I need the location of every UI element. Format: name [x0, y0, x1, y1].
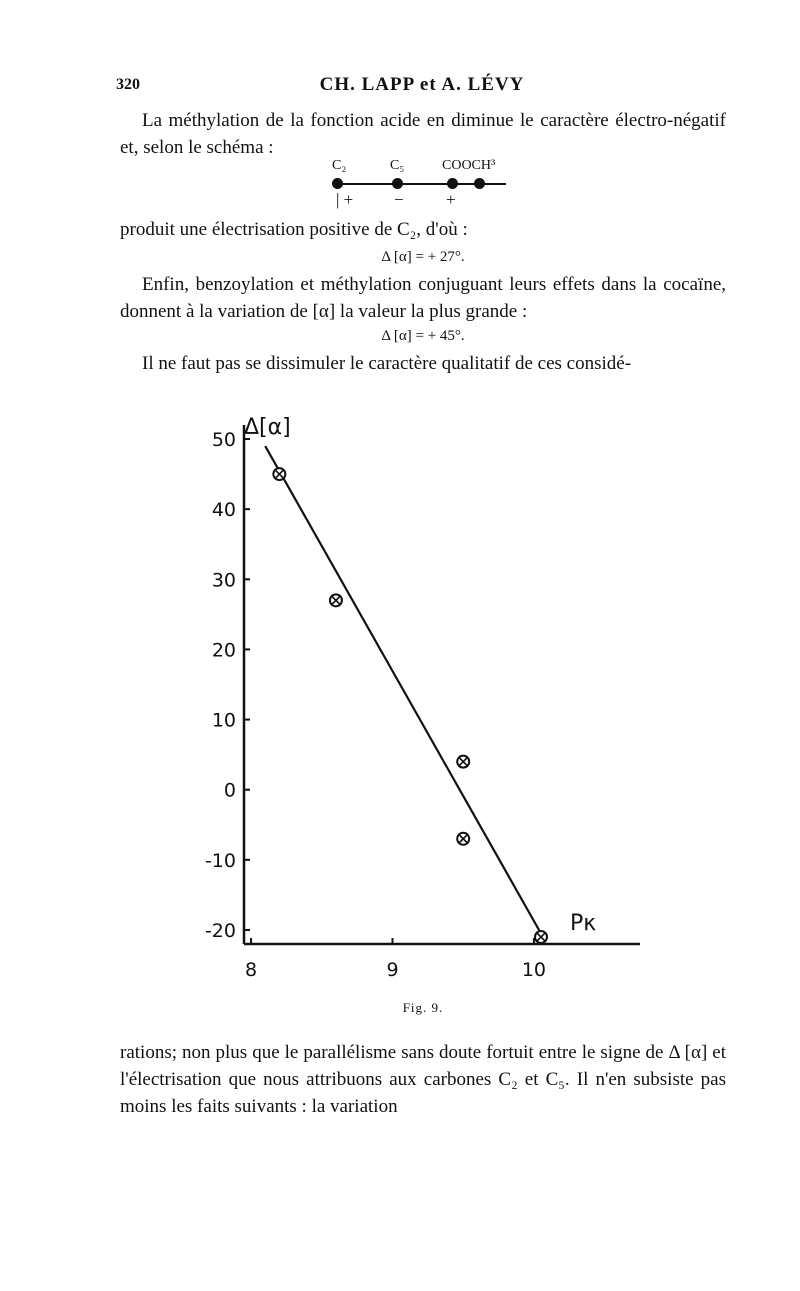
charge-scheme [330, 158, 530, 214]
scheme-sign-c5: − [394, 190, 404, 209]
y-axis-label: Δ[α] [244, 415, 291, 440]
formula-45: Δ [α] = + 45°. [381, 328, 465, 344]
paragraph-electrisation: produit une électrisation positive de C₂, d'où : [120, 219, 468, 240]
paragraph-methylation: La méthylation de la fonction acide en diminue le caractère électro-négatif et, selon le schéma : [120, 110, 726, 158]
scheme-atom-o [474, 178, 485, 189]
y-tick-label: 50 [211, 429, 236, 452]
x-tick-label: 9 [386, 959, 399, 981]
paragraph-rations: rations; non plus que le parallélisme sans doute fortuit entre le signe de Δ [α] et l'électrisation que nous attribuons aux carbones C₂ et C₅. Il n'en subsiste pas moins les faits suivants : la variation [120, 1042, 726, 1117]
y-tick-label: -10 [204, 849, 236, 872]
y-tick-label: 20 [211, 639, 236, 662]
scheme-sign-cooch3: + [446, 190, 456, 209]
scheme-label-cooch3: COOCH³ [442, 158, 496, 173]
y-tick-label: -20 [204, 919, 236, 942]
y-tick-label: 10 [211, 709, 236, 732]
chart-axes [244, 425, 640, 944]
scheme-label-c5: C₅ [390, 158, 405, 173]
formula-27: Δ [α] = + 27°. [381, 249, 465, 265]
fit-line [265, 446, 541, 933]
scheme-atom-c2 [332, 178, 343, 189]
chart-ticks [205, 429, 546, 981]
scheme-atom-c5 [392, 178, 403, 189]
figure-caption: Fig. 9. [402, 1000, 444, 1015]
data-point [330, 594, 342, 606]
scheme-atom-c [447, 178, 458, 189]
x-tick-label: 8 [245, 959, 258, 981]
y-tick-label: 30 [211, 569, 236, 592]
running-title: CH. LAPP et A. LÉVY [319, 74, 525, 95]
paragraph-qualitatif: Il ne faut pas se dissimuler le caractère qualitatif de ces considé- [142, 353, 632, 374]
y-tick-label: 0 [223, 779, 236, 802]
figure-9 [180, 400, 660, 1000]
scheme-sign-c2: | + [336, 190, 354, 209]
scheme-label-c2: C₂ [332, 158, 347, 173]
page-number: 320 [116, 76, 140, 93]
data-point [273, 468, 285, 480]
page-header [116, 72, 728, 100]
x-tick-label: 10 [521, 959, 547, 981]
data-point [535, 931, 547, 943]
paragraph-cocaine: Enfin, benzoylation et méthylation conjuguant leurs effets dans la cocaïne, donnent à la variation de [α] la valeur la plus grande : [120, 274, 726, 322]
fit-line-group [265, 446, 541, 933]
scatter-chart [180, 400, 660, 1000]
y-tick-label: 40 [211, 499, 236, 522]
x-axis-label: Pκ [570, 911, 597, 936]
data-point [457, 833, 469, 845]
data-point [457, 756, 469, 768]
